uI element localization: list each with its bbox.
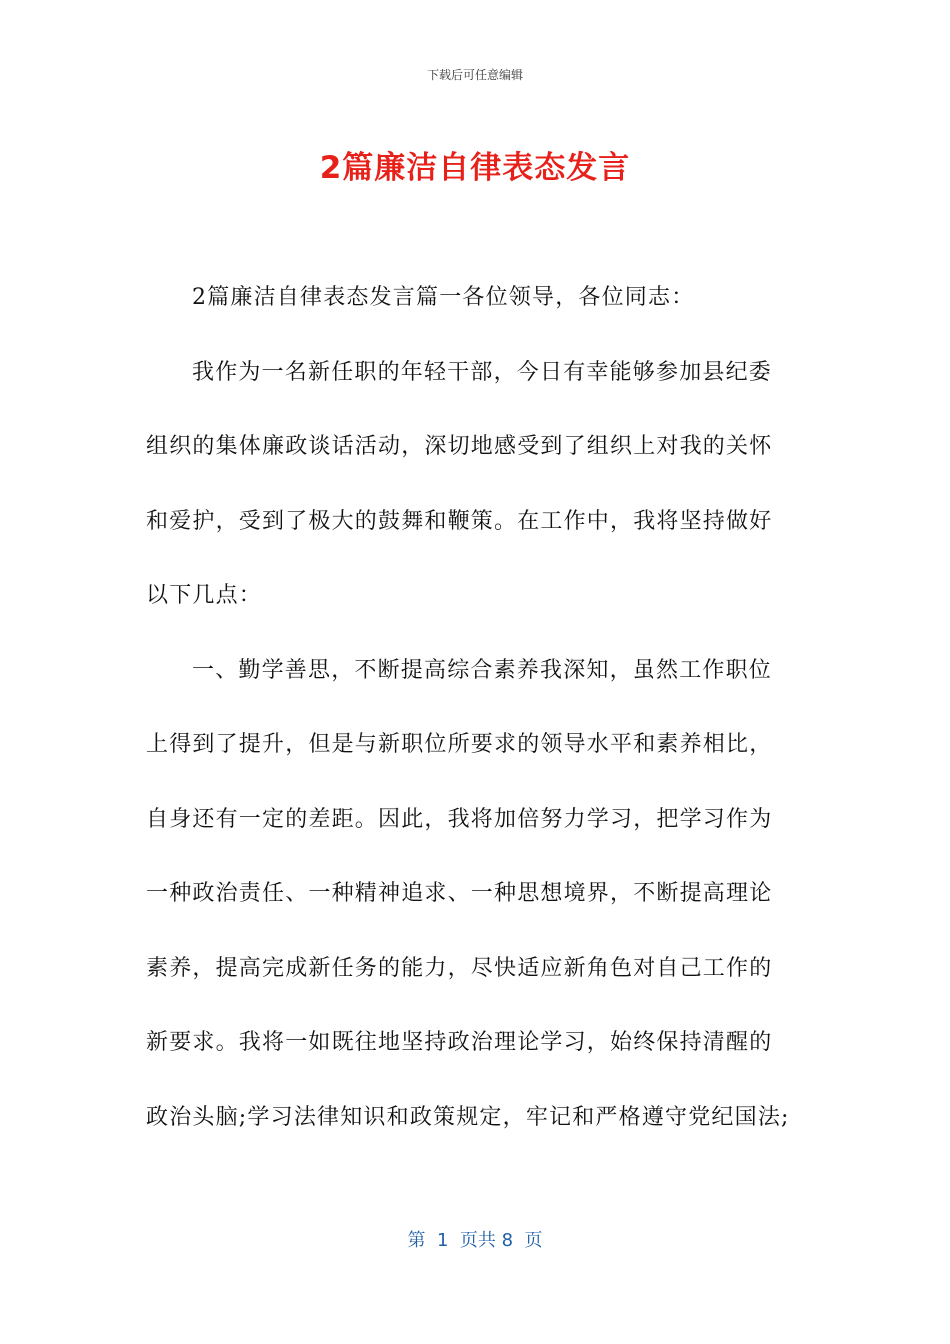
paragraph-line: 新要求。我将一如既往地坚持政治理论学习，始终保持清醒的 — [146, 1030, 773, 1055]
page-number-footer: 第 1 页共 8 页 — [407, 1230, 543, 1251]
paragraph-line: 一种政治责任、一种精神追求、一种思想境界，不断提高理论 — [146, 881, 773, 906]
document-title: 2篇廉洁自律表态发言 — [319, 150, 631, 186]
header-note: 下载后可任意编辑 — [426, 68, 523, 82]
paragraph-line: 组织的集体廉政谈话活动，深切地感受到了组织上对我的关怀 — [146, 434, 773, 459]
paragraph-line: 一、勤学善思，不断提高综合素养我深知，虽然工作职位 — [192, 657, 773, 683]
paragraph-line: 素养，提高完成新任务的能力，尽快适应新角色对自己工作的 — [146, 955, 773, 981]
paragraph-line: 和爱护，受到了极大的鼓舞和鞭策。在工作中，我将坚持做好 — [146, 508, 773, 534]
document-body — [146, 276, 806, 1170]
paragraph-line: 以下几点： — [146, 583, 263, 608]
paragraph-line: 自身还有一定的差距。因此，我将加倍努力学习，把学习作为 — [146, 806, 773, 832]
paragraph-line: 上得到了提升，但是与新职位所要求的领导水平和素养相比， — [146, 732, 773, 757]
paragraph-line: 我作为一名新任职的年轻干部，今日有幸能够参加县纪委 — [192, 359, 773, 385]
paragraph-line: 政治头脑;学习法律知识和政策规定，牢记和严格遵守党纪国法; — [146, 1104, 790, 1130]
paragraph-line: 2篇廉洁自律表态发言篇一各位领导，各位同志： — [192, 285, 695, 310]
